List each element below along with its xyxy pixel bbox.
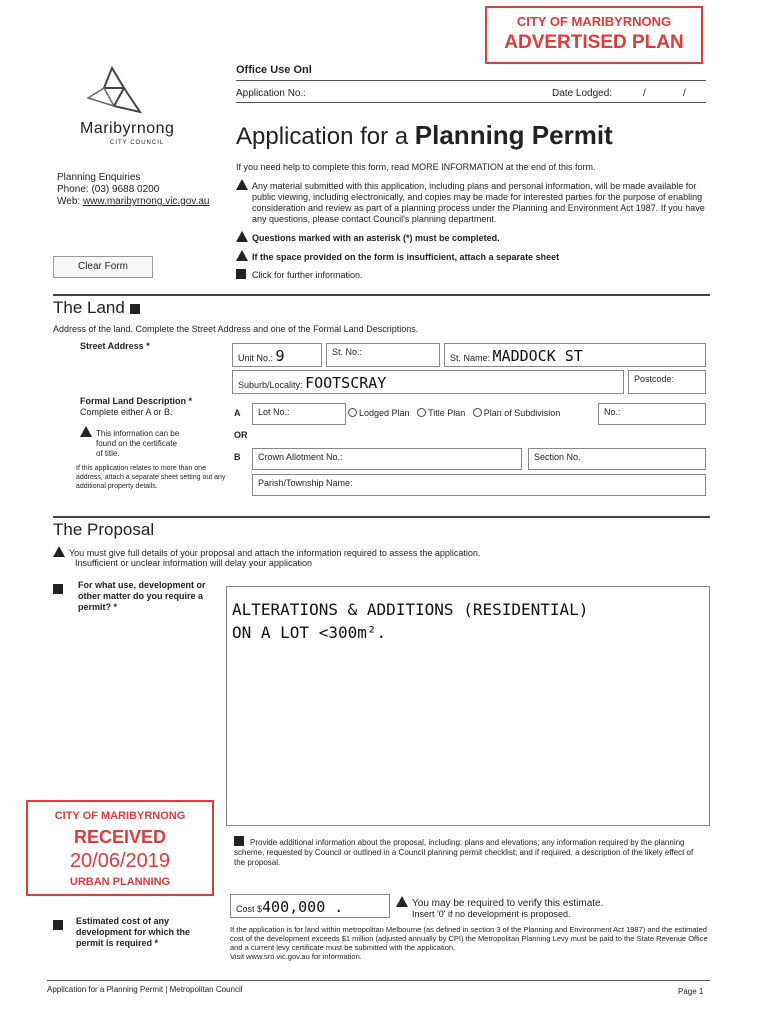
- received-label: RECEIVED: [73, 827, 167, 847]
- postcode-field[interactable]: [628, 370, 706, 394]
- insert-zero-note: Insert '0' if no development is proposed.: [412, 909, 571, 919]
- cost-question: Estimated cost of any development for which the permit is required *: [76, 916, 191, 948]
- lot-no-label: Lot No.:: [258, 407, 290, 417]
- info-icon[interactable]: [130, 304, 140, 314]
- proposal-warning: [53, 546, 480, 568]
- cost-info-icon-wrap: [53, 916, 69, 934]
- unit-no-label: Unit No.:: [238, 353, 274, 363]
- plan-subdivision-radio[interactable]: [473, 408, 482, 417]
- land-title-text: The Land: [53, 298, 125, 317]
- plan-no-label: No.:: [604, 407, 621, 417]
- proposal-warn2: Insufficient or unclear information will delay your application: [75, 558, 312, 568]
- council-logo-icon: [84, 66, 144, 118]
- lodged-plan-label: Lodged Plan: [359, 408, 410, 418]
- suburb-label: Suburb/Locality:: [238, 380, 303, 390]
- suburb-field[interactable]: [232, 370, 624, 394]
- sro-visit: Visit www.sro.vic.gov.au for information.: [230, 952, 362, 961]
- warning-icon: [80, 426, 92, 437]
- advertised-plan-stamp: [485, 6, 703, 64]
- provide-text: Provide additional information about the proposal, including: plans and elevations; any information required by the planning scheme, requested by Council or outlined in a Council planning permit checklist; and if required, a description of the likely effect of the proposal.: [234, 838, 694, 867]
- section-label: Section No.: [534, 452, 581, 462]
- complete-a-or-b: Complete either A or B.: [80, 407, 173, 417]
- info-block: [236, 162, 706, 287]
- st-name-field[interactable]: [444, 343, 706, 367]
- unit-no-value: 9: [275, 347, 285, 365]
- web-label: Web:: [57, 196, 83, 207]
- proposal-answer-line2: ON A LOT <300m².: [232, 623, 387, 642]
- found-line1: This information can be: [96, 429, 180, 438]
- found-line2: found on the certificate: [96, 439, 177, 448]
- council-logo-name: Maribyrnong: [80, 120, 175, 137]
- stamp-advertised: ADVERTISED PLAN: [504, 32, 684, 53]
- provide-info-note: [234, 836, 704, 868]
- stamp-council: CITY OF MARIBYRNONG: [516, 14, 672, 29]
- date-slash: /: [643, 88, 646, 99]
- date-lodged-label: Date Lodged:: [552, 88, 613, 99]
- received-council: CITY OF MARIBYRNONG: [54, 810, 186, 822]
- info-insufficient: If the space provided on the form is insufficient, attach a separate sheet: [252, 252, 560, 262]
- cost-value: 400,000 .: [262, 898, 344, 916]
- proposal-answer-line1: ALTERATIONS & ADDITIONS (RESIDENTIAL): [232, 600, 589, 619]
- office-use-label: Office Use Onl: [236, 64, 312, 76]
- st-name-value: MADDOCK ST: [492, 347, 583, 365]
- warning-icon: [236, 250, 248, 261]
- cost-field[interactable]: [230, 894, 390, 918]
- land-intro: Address of the land. Complete the Street Address and one of the Formal Land Descriptions.: [53, 324, 419, 334]
- received-stamp: [26, 800, 214, 896]
- warning-icon: [236, 179, 248, 190]
- unit-no-field[interactable]: [232, 343, 322, 367]
- title-bold: Planning Permit: [414, 120, 613, 150]
- proposal-section-title: The Proposal: [53, 520, 155, 539]
- warning-icon: [236, 231, 248, 242]
- option-b-label: B: [234, 452, 241, 462]
- received-dept: URBAN PLANNING: [69, 876, 171, 888]
- info-help: If you need help to complete this form, read MORE INFORMATION at the end of this form.: [236, 162, 596, 172]
- verify-note: [396, 896, 603, 909]
- enquiries-phone: Phone: (03) 9688 0200: [57, 184, 160, 195]
- section-no-field[interactable]: [528, 448, 706, 470]
- info-icon[interactable]: [234, 836, 244, 846]
- warning-icon: [53, 546, 65, 557]
- lot-no-field[interactable]: [252, 403, 346, 425]
- certificate-note: [80, 426, 179, 459]
- verify-text: You may be required to verify this estimate.: [412, 898, 604, 909]
- planning-enquiries: [57, 172, 209, 208]
- enquiries-heading: Planning Enquiries: [57, 172, 141, 183]
- clear-form-button[interactable]: Clear Form: [53, 256, 153, 278]
- title-prefix: Application for a: [236, 123, 409, 150]
- info-icon[interactable]: [53, 584, 63, 594]
- plan-subdivision-label: Plan of Subdivision: [483, 408, 561, 418]
- info-icon[interactable]: [236, 269, 246, 279]
- or-label: OR: [234, 430, 248, 440]
- parish-label: Parish/Township Name:: [258, 478, 353, 488]
- info-material: Any material submitted with this application, including plans and personal information, will be made available for public viewing, including electronically, and copies may be made for interested parties for the purpose of enabling consideration and review as part of a planning process under the Planning and Environment Act 1987. If you have any questions, please contact Council's planning department.: [252, 181, 705, 224]
- info-asterisk: Questions marked with an asterisk (*) must be completed.: [252, 233, 500, 243]
- date-slash: /: [683, 88, 686, 99]
- council-logo-sub: CITY COUNCIL: [110, 140, 165, 146]
- proposal-section-rule: [53, 516, 710, 518]
- proposal-warn1: You must give full details of your proposal and attach the information required to assess the application.: [69, 548, 481, 558]
- received-date: 20/06/2019: [69, 850, 171, 872]
- info-click: Click for further information.: [252, 270, 363, 280]
- footer-text: Application for a Planning Permit | Metropolitan Council: [47, 985, 243, 994]
- title-plan-label: Title Plan: [428, 408, 466, 418]
- st-name-label: St. Name:: [450, 353, 491, 363]
- web-link[interactable]: www.maribyrnong.vic.gov.au: [82, 196, 210, 207]
- crown-label: Crown Allotment No.:: [258, 452, 343, 462]
- multiple-address-note: If this application relates to more than one address, attach a separate sheet setting out any additional property details.: [76, 465, 226, 490]
- footer-rule: [47, 980, 710, 981]
- land-section-title: [53, 298, 146, 318]
- postcode-label: Postcode:: [634, 374, 675, 384]
- st-no-label: St. No.:: [332, 347, 363, 357]
- st-no-field[interactable]: [326, 343, 440, 367]
- land-section-rule: [53, 294, 710, 296]
- office-rule: [236, 80, 706, 81]
- crown-allotment-field[interactable]: [252, 448, 522, 470]
- office-rule-bottom: [236, 102, 706, 103]
- page-number: Page 1: [678, 987, 704, 996]
- proposal-description-field[interactable]: [226, 586, 710, 826]
- option-a-label: A: [234, 408, 241, 418]
- street-address-label: Street Address *: [80, 341, 150, 351]
- title-plan-radio[interactable]: [417, 408, 426, 417]
- cost-label: Cost $: [236, 904, 263, 914]
- warning-icon: [396, 896, 408, 907]
- levy-text: If the application is for land within metropolitan Melbourne (as defined in section 3 of the Planning and Environment Act 1987) and the estimated cost of the development exceeds $1 million (adjusted annually by CPI) the Metropolitan Planning Levy must be paid to the State Revenue Office and a current levy certificate must be submitted with the application.: [230, 925, 708, 952]
- plan-no-field[interactable]: [598, 403, 706, 425]
- lodged-plan-radio[interactable]: [348, 408, 357, 417]
- formal-land-label: Formal Land Description *: [80, 396, 193, 406]
- info-icon[interactable]: [53, 920, 63, 930]
- levy-note: [230, 925, 708, 961]
- page-title: [236, 120, 613, 151]
- suburb-value: FOOTSCRAY: [305, 374, 387, 392]
- plan-type-radios: [348, 408, 598, 418]
- parish-field[interactable]: [252, 474, 706, 496]
- permit-question: For what use, development or other matter do you require a permit? *: [78, 580, 206, 612]
- proposal-info-icon-wrap: [53, 580, 69, 598]
- application-no-label: Application No.:: [236, 88, 307, 99]
- found-line3: of title.: [96, 449, 120, 458]
